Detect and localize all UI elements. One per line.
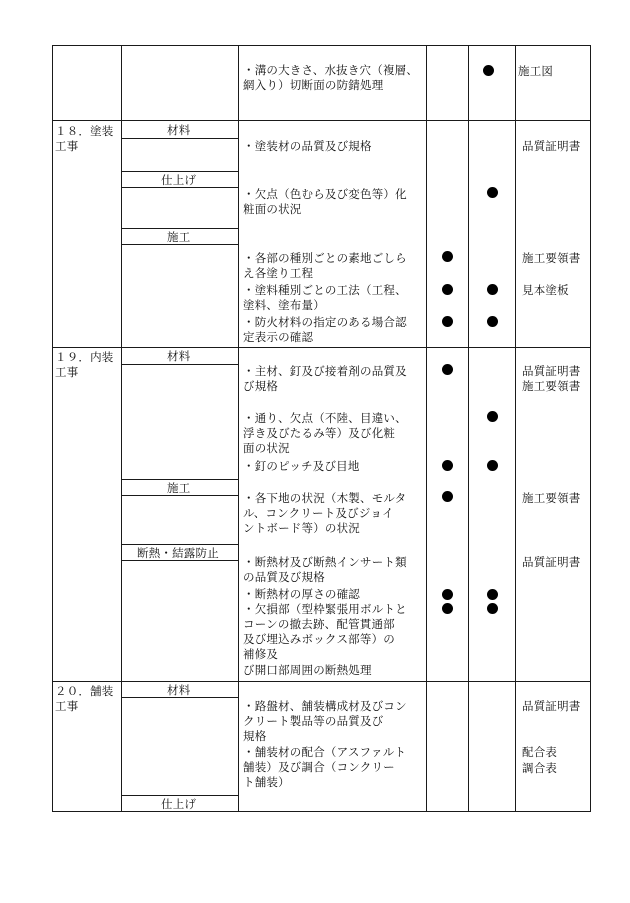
item-text: ・各部の種別ごとの素地ごしら <box>243 251 407 265</box>
item-text: 規格 <box>243 729 267 743</box>
document-name: 施工要領書 <box>522 491 581 505</box>
item-text: 定表示の確認 <box>243 330 314 344</box>
check-mark <box>442 251 453 262</box>
sub-item-label: 施工 <box>167 481 191 495</box>
item-text: え各塗り工程 <box>243 266 314 280</box>
sub-divider <box>121 479 238 480</box>
item-text: 塗料、塗布量） <box>243 298 325 312</box>
table-border-bottom <box>52 811 591 812</box>
document-name: 見本塗板 <box>522 283 569 297</box>
sub-divider <box>121 228 238 229</box>
item-text: ・釘のピッチ及び目地 <box>243 459 360 473</box>
item-text: 舗装）及び調合（コンクリー <box>243 760 395 774</box>
section-title: 工事 <box>55 365 79 379</box>
item-text: クリート製品等の品質及び <box>243 714 384 728</box>
table-border-left <box>52 45 53 812</box>
sub-item-label: 仕上げ <box>161 797 197 811</box>
sub-divider <box>121 364 238 365</box>
section-title: １９．内装 <box>55 350 114 364</box>
check-mark <box>487 411 498 422</box>
sub-item-label: 材料 <box>167 349 191 363</box>
document-name: 施工要領書 <box>522 251 581 265</box>
check-mark <box>487 603 498 614</box>
item-text: 面の状況 <box>243 441 290 455</box>
col-divider <box>238 45 239 812</box>
item-text: コーンの撤去跡、配管貫通部 <box>243 617 395 631</box>
item-text: ・通り、欠点（不陸、目違い、 <box>243 411 407 425</box>
check-mark <box>442 364 453 375</box>
document-name: 品質証明書 <box>522 364 581 378</box>
item-text: び開口部周囲の断熱処理 <box>243 663 372 677</box>
sub-divider <box>121 138 238 139</box>
document-name: 品質証明書 <box>522 555 581 569</box>
item-text: 粧面の状況 <box>243 202 302 216</box>
item-text: ・断熱材の厚さの確認 <box>243 587 360 601</box>
item-text: 補修及 <box>243 647 279 661</box>
check-mark <box>487 187 498 198</box>
document-name: 調合表 <box>522 761 558 775</box>
section-title: 工事 <box>55 139 79 153</box>
col-divider <box>121 45 122 812</box>
item-text: ・欠損部（型枠緊張用ボルトと <box>243 602 407 616</box>
item-text: ・断熱材及び断熱インサート類 <box>243 555 407 569</box>
item-text: ・舗装材の配合（アスファルト <box>243 745 407 759</box>
item-text: 浮き及びたるみ等）及び化粧 <box>243 426 396 440</box>
item-text: ・塗装材の品質及び規格 <box>243 139 372 153</box>
item-text: 網入り）切断面の防錆処理 <box>243 78 384 92</box>
check-mark <box>487 589 498 600</box>
item-text: ト舗装） <box>243 775 290 789</box>
check-mark <box>442 603 453 614</box>
row-divider-18 <box>52 120 591 121</box>
section-title: １８．塗装 <box>55 124 114 138</box>
sub-item-label: 材料 <box>167 123 191 137</box>
item-text: の品質及び規格 <box>243 570 325 584</box>
sub-divider <box>121 795 238 796</box>
check-mark <box>487 460 498 471</box>
section-title: ２０．舗装 <box>55 684 114 698</box>
document-name: 配合表 <box>522 745 558 759</box>
document-name: 品質証明書 <box>522 139 581 153</box>
check-mark <box>442 589 453 600</box>
sub-divider <box>121 544 238 545</box>
col-divider <box>515 45 516 812</box>
item-text: ・溝の大きさ、水抜き穴（複層、 <box>243 63 419 77</box>
item-text: ・欠点（色むら及び変色等）化 <box>243 187 407 201</box>
item-text: ・路盤材、舗装構成材及びコン <box>243 699 407 713</box>
sub-item-label: 施工 <box>167 230 191 244</box>
item-text: ・防火材料の指定のある場合認 <box>243 315 407 329</box>
item-text: ・塗料種別ごとの工法（工程、 <box>243 283 407 297</box>
sub-divider <box>121 171 238 172</box>
sub-item-label: 材料 <box>167 683 191 697</box>
check-mark <box>442 491 453 502</box>
item-text: 及び埋込みボックス部等）の <box>243 632 395 646</box>
item-text: び規格 <box>243 379 279 393</box>
row-divider-20 <box>52 681 591 682</box>
item-text: ントボード等）の状況 <box>243 521 360 535</box>
check-mark <box>483 65 494 76</box>
sub-item-label: 仕上げ <box>161 173 197 187</box>
document-name: 品質証明書 <box>522 699 581 713</box>
table-border-right <box>590 45 591 812</box>
check-mark <box>487 316 498 327</box>
check-mark <box>442 316 453 327</box>
check-mark <box>487 284 498 295</box>
document-name: 施工図 <box>518 64 554 78</box>
document-name: 施工要領書 <box>522 379 581 393</box>
col-divider <box>426 45 427 812</box>
section-title: 工事 <box>55 699 79 713</box>
sub-item-label: 断熱・結露防止 <box>137 546 219 560</box>
row-divider-19 <box>52 347 591 348</box>
check-mark <box>442 460 453 471</box>
table-border-top <box>52 45 591 46</box>
check-mark <box>442 284 453 295</box>
item-text: ル、コンクリート及びジョイ <box>243 506 394 520</box>
item-text: ・各下地の状況（木製、モルタ <box>243 491 407 505</box>
col-divider <box>468 45 469 812</box>
item-text: ・主材、釘及び接着剤の品質及 <box>243 364 407 378</box>
